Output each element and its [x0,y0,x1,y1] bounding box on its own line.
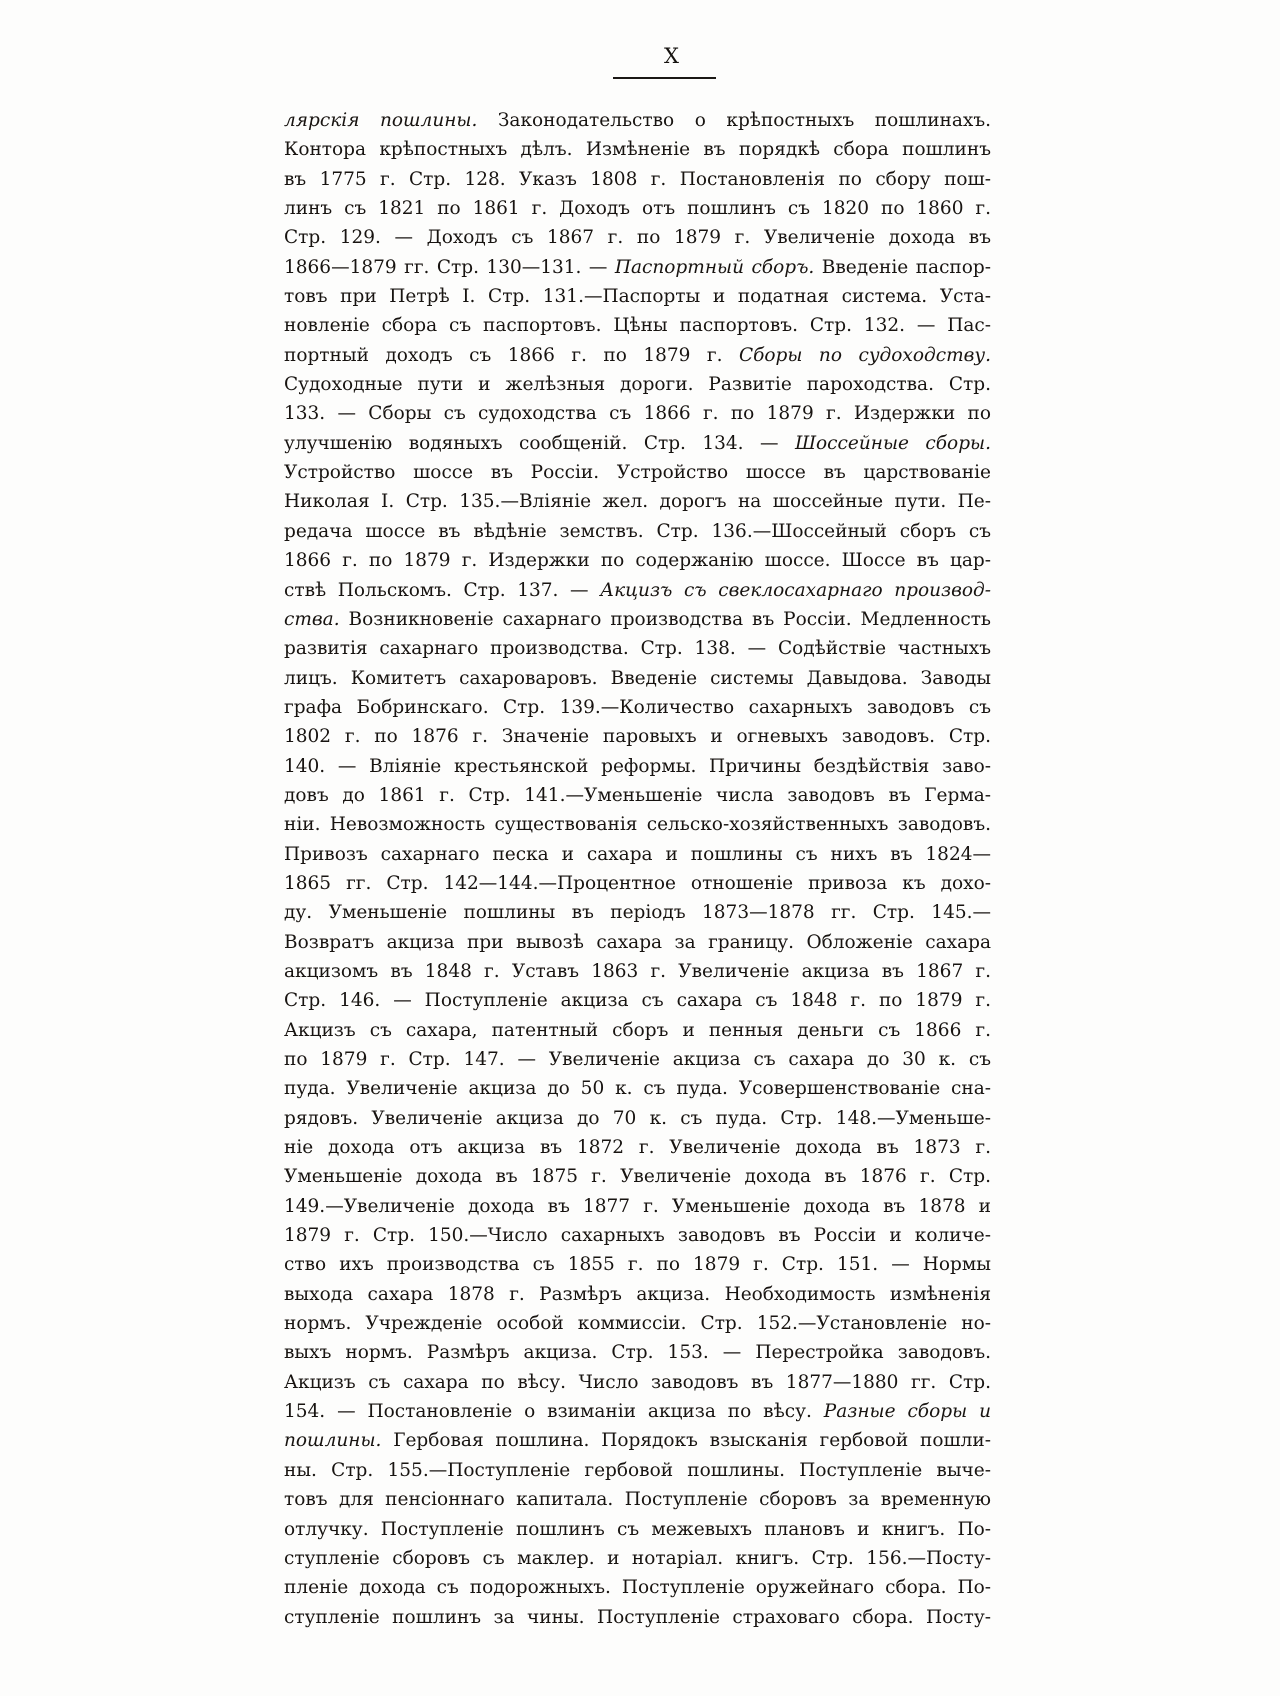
text-segment: редача шоссе въ вѣдѣніе земствъ. Стр. 136.—Шоссейный сборъ съ [284,520,991,542]
toc-line [284,517,991,546]
text-segment: портный доходъ съ 1866 г. по 1879 г. [284,344,739,366]
toc-line [284,1192,991,1221]
toc-line [284,370,991,399]
toc-line [284,429,991,458]
text-segment: акцизомъ въ 1848 г. Уставъ 1863 г. Увеличеніе акциза въ 1867 г. [284,960,991,982]
text-segment: ны. Стр. 155.—Поступленіе гербовой пошлины. Поступленіе выче- [284,1459,991,1481]
text-segment: Привозъ сахарнаго песка и сахара и пошлины съ нихъ въ 1824— [284,843,991,865]
toc-line [284,1338,991,1367]
toc-line [284,693,991,722]
toc-line [284,1397,991,1426]
text-segment: 140. — Вліяніе крестьянской реформы. Причины бездѣйствія заво- [284,755,991,777]
toc-line [284,341,991,370]
text-segment: довъ до 1861 г. Стр. 141.—Уменьшеніе числа заводовъ въ Герма- [284,784,991,806]
toc-line [284,1045,991,1074]
toc-line [284,840,991,869]
toc-line [284,1573,991,1602]
text-segment: Акцизъ съ сахара по вѣсу. Число заводовъ въ 1877—1880 гг. Стр. [284,1371,991,1393]
text-segment: ніи. Невозможность существованія сельско-хозяйственныхъ заводовъ. [284,814,991,836]
page-number: X [664,44,680,68]
text-segment: Возникновеніе сахарнаго производства въ Россіи. Медленность [339,608,991,630]
toc-line [284,223,991,252]
text-segment: пошлины. [284,1430,382,1452]
text-segment: Возвратъ акциза при вывозѣ сахара за границу. Обложеніе сахара [284,931,991,953]
text-segment: ство ихъ производства съ 1855 г. по 1879 г. Стр. 151. — Нормы [284,1254,991,1276]
toc-line [284,634,991,663]
toc-line [284,781,991,810]
toc-line [284,898,991,927]
toc-line [284,165,991,194]
text-segment: товъ при Петрѣ I. Стр. 131.—Паспорты и податная система. Уста- [284,286,991,308]
text-segment: Шоссейные сборы. [794,432,991,454]
text-segment: 1865 гг. Стр. 142—144.—Процентное отношеніе привоза къ дохо- [284,872,991,894]
text-segment: по 1879 г. Стр. 147. — Увеличеніе акциза съ сахара до 30 к. съ [284,1049,991,1070]
toc-line [284,311,991,340]
toc-line [284,106,991,135]
text-segment: пуда. Увеличеніе акциза до 50 к. съ пуда. Усовершенствованіе сна- [284,1078,991,1100]
toc-line [284,1280,991,1309]
text-segment: 1866—1879 гг. Стр. 130—131. — [284,256,615,278]
text-segment: линъ съ 1821 по 1861 г. Доходъ отъ пошлинъ съ 1820 по 1860 г. [284,198,991,220]
text-segment: Разные сборы и [823,1401,991,1423]
toc-line [284,1133,991,1162]
toc-line [284,1515,991,1544]
text-segment: Николая I. Стр. 135.—Вліяніе жел. дорогъ на шоссейные пути. Пе- [284,491,991,513]
toc-line [284,928,991,957]
text-segment: Уменьшеніе дохода въ 1875 г. Увеличеніе дохода въ 1876 г. Стр. [284,1166,991,1188]
toc-line [284,1485,991,1514]
text-segment: улучшенію водяныхъ сообщеній. Стр. 134. — [284,432,795,454]
toc-line [284,752,991,781]
toc-line [284,1074,991,1103]
text-segment: 133. — Сборы съ судоходства съ 1866 г. по 1879 г. Издержки по [284,403,991,425]
text-segment: выхъ нормъ. Размѣръ акциза. Стр. 153. — Перестройка заводовъ. [284,1342,991,1364]
toc-line [284,1016,991,1045]
header-rule [613,77,716,79]
text-segment: 1866 г. по 1879 г. Издержки по содержанію шоссе. Шоссе въ цар- [284,550,991,572]
toc-line [284,664,991,693]
text-segment: Судоходные пути и желѣзныя дороги. Развитіе пароходства. Стр. [284,374,991,396]
text-segment: новленіе сбора съ паспортовъ. Цѣны паспортовъ. Стр. 132. — Пас- [284,315,991,337]
text-segment: графа Бобринскаго. Стр. 139.—Количество сахарныхъ заводовъ съ [284,696,991,718]
toc-line [284,253,991,282]
text-segment: Законодательство о крѣпостныхъ пошлинахъ. [477,110,991,131]
text-segment: развитія сахарнаго производства. Стр. 138. — Содѣйствіе частныхъ [284,638,991,660]
text-segment: 1802 г. по 1876 г. Значеніе паровыхъ и огневыхъ заводовъ. Стр. [284,726,991,748]
text-segment: 1879 г. Стр. 150.—Число сахарныхъ заводовъ въ Россіи и количе- [284,1225,991,1247]
toc-line [284,869,991,898]
toc-line [284,722,991,751]
toc-line [284,282,991,311]
toc-line [284,1221,991,1250]
toc-line [284,1309,991,1338]
toc-line [284,957,991,986]
toc-text-block [284,106,991,1632]
toc-line [284,1250,991,1279]
toc-line [284,135,991,164]
toc-line [284,1368,991,1397]
toc-line [284,986,991,1015]
text-segment: отлучку. Поступленіе пошлинъ съ межевыхъ плановъ и книгъ. По- [284,1518,991,1540]
text-segment: лицъ. Комитетъ сахароваровъ. Введеніе системы Давыдова. Заводы [284,667,991,689]
text-segment: 154. — Постановленіе о взиманіи акциза по вѣсу. [284,1401,824,1423]
toc-line [284,399,991,428]
toc-line [284,576,991,605]
text-segment: ніе дохода отъ акциза въ 1872 г. Увеличеніе дохода въ 1873 г. [284,1137,991,1159]
text-segment: нормъ. Учрежденіе особой коммиссіи. Стр. 152.—Установленіе но- [284,1313,991,1335]
text-segment: лярскія пошлины. [284,110,478,131]
text-segment: Акцизъ съ свеклосахарнаго производ- [600,579,991,601]
toc-line [284,1162,991,1191]
text-segment: пленіе дохода съ подорожныхъ. Поступленіе оружейнаго сбора. По- [284,1577,991,1599]
text-segment: Акцизъ съ сахара, патентный сборъ и пенныя деньги съ 1866 г. [284,1019,991,1041]
text-segment: Гербовая пошлина. Порядокъ взысканія гербовой пошли- [381,1430,991,1452]
text-segment: товъ для пенсіоннаго капитала. Поступленіе сборовъ за временную [284,1489,991,1511]
toc-line [284,1426,991,1455]
text-segment: Контора крѣпостныхъ дѣлъ. Измѣненіе въ порядкѣ сбора пошлинъ [284,139,991,161]
toc-line [284,810,991,839]
text-segment: ствѣ Польскомъ. Стр. 137. — [284,579,601,601]
text-segment: ства. [284,608,340,630]
toc-line [284,605,991,634]
text-segment: Стр. 129. — Доходъ съ 1867 г. по 1879 г. Увеличеніе дохода въ [284,227,991,249]
toc-line [284,458,991,487]
toc-line [284,1456,991,1485]
text-segment: Сборы по судоходству. [738,344,991,366]
toc-line [284,1104,991,1133]
text-segment: Введеніе паспор- [814,256,991,278]
toc-line [284,194,991,223]
text-segment: ступленіе пошлинъ за чины. Поступленіе страховаго сбора. Посту- [284,1606,991,1628]
toc-line [284,487,991,516]
text-segment: ду. Уменьшеніе пошлины въ періодъ 1873—1878 гг. Стр. 145.— [284,902,991,924]
toc-line [284,1603,991,1632]
text-segment: 149.—Увеличеніе дохода въ 1877 г. Уменьшеніе дохода въ 1878 и [284,1195,991,1217]
toc-line [284,546,991,575]
text-segment: Устройство шоссе въ Россіи. Устройство шоссе въ царствованіе [284,462,991,484]
text-segment: Паспортный сборъ. [614,256,815,278]
text-segment: ступленіе сборовъ съ маклер. и нотаріал. книгъ. Стр. 156.—Посту- [284,1547,991,1569]
text-segment: въ 1775 г. Стр. 128. Указъ 1808 г. Постановленія по сбору пош- [284,168,991,190]
toc-line [284,1544,991,1573]
text-segment: рядовъ. Увеличеніе акциза до 70 к. съ пуда. Стр. 148.—Уменьше- [284,1107,991,1129]
text-segment: Стр. 146. — Поступленіе акциза съ сахара съ 1848 г. по 1879 г. [284,990,991,1012]
text-segment: выхода сахара 1878 г. Размѣръ акциза. Необходимость измѣненія [284,1283,991,1305]
